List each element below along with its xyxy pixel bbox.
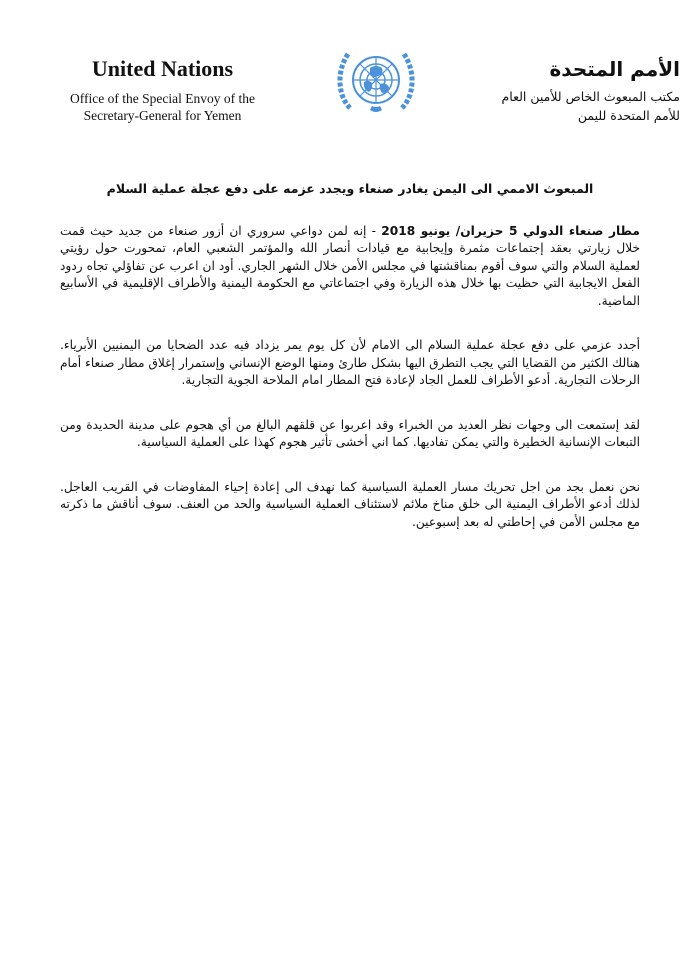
paragraph-text: نحن نعمل بجد من اجل تحريك مسار العملية السياسية كما نهدف الى إعادة إحياء المفاوضات في القريب العاجل. لذلك أدعو الأطراف اليمنية الى خلق مناخ ملائم لاستئناف العملية السياسية والحد من العنف. سوف أناقش ما ذكرته مع مجلس الأمن في إحاطتي له بعد إسبوعين.: [60, 479, 640, 529]
paragraph-4: [60, 479, 640, 532]
paragraph-3: [60, 417, 640, 452]
paragraph-2: [60, 337, 640, 390]
dateline: مطار صنعاء الدولي 5 حزيران/ يونيو 2018: [381, 223, 640, 238]
office-name-en-line2: Secretary-General for Yemen: [83, 108, 242, 123]
arabic-letterhead: [440, 55, 680, 125]
letterhead: [0, 0, 700, 140]
press-release-headline: المبعوث الاممي الى اليمن يغادر صنعاء ويجدد عزمه على دفع عجلة عملية السلام: [106, 181, 594, 196]
paragraph-text: - إنه لمن دواعي سروري ان أزور صنعاء من جديد حيث قمت خلال زيارتي بعقد إجتماعات مثمرة وإيجابية مع قيادات أنصار الله والمؤتمر الشعبي العام، تمحورت حول رؤيتي لعملية السلام والتي سوف أقوم بمناقشتها في مجلس الأمن خلال الشهر الجاري. أود ان اعرب عن تفاؤلي تجاه ردود الفعل الايجابية التي حظيت بها خلال هذه الزيارة وفي اجتماعاتي مع الحكومة اليمنية والأطراف الإقليمية في الأسابيع الماضية.: [60, 223, 640, 308]
office-name-ar-line1: مكتب المبعوث الخاص للأمين العام: [501, 89, 680, 104]
press-release-body: [60, 180, 640, 558]
paragraph-1: [60, 223, 640, 311]
office-name-en-line1: Office of the Special Envoy of the: [70, 91, 255, 106]
english-letterhead: [30, 55, 295, 124]
org-name-ar: الأمم المتحدة: [549, 57, 680, 81]
un-emblem-icon: [330, 42, 422, 116]
paragraph-text: لقد إستمعت الى وجهات نظر العديد من الخبراء وقد اعربوا عن قلقهم البالغ من أي هجوم على مدينة الحديدة ومن التبعات الإنسانية الخطيرة والتي يمكن تفاديها. كما اني أخشى تأثير هجوم كهذا على العملية السياسية.: [60, 417, 640, 449]
org-name-en: United Nations: [91, 56, 234, 81]
office-name-ar-line2: للأمم المتحدة لليمن: [577, 108, 680, 123]
paragraph-text: أجدد عزمي على دفع عجلة عملية السلام الى الامام لأن كل يوم يمر يزداد فيه عدد الضحايا من اليمنيين الأبرياء. هنالك الكثير من القضايا التي يجب التطرق اليها بشكل طارئ ومنها الوضع الإنساني وإستمرار إغلاق مطار صنعاء أمام الرحلات التجارية. أدعو الأطراف للعمل الجاد لإعادة فتح المطار امام الملاحة الجوية التجارية.: [60, 338, 640, 387]
